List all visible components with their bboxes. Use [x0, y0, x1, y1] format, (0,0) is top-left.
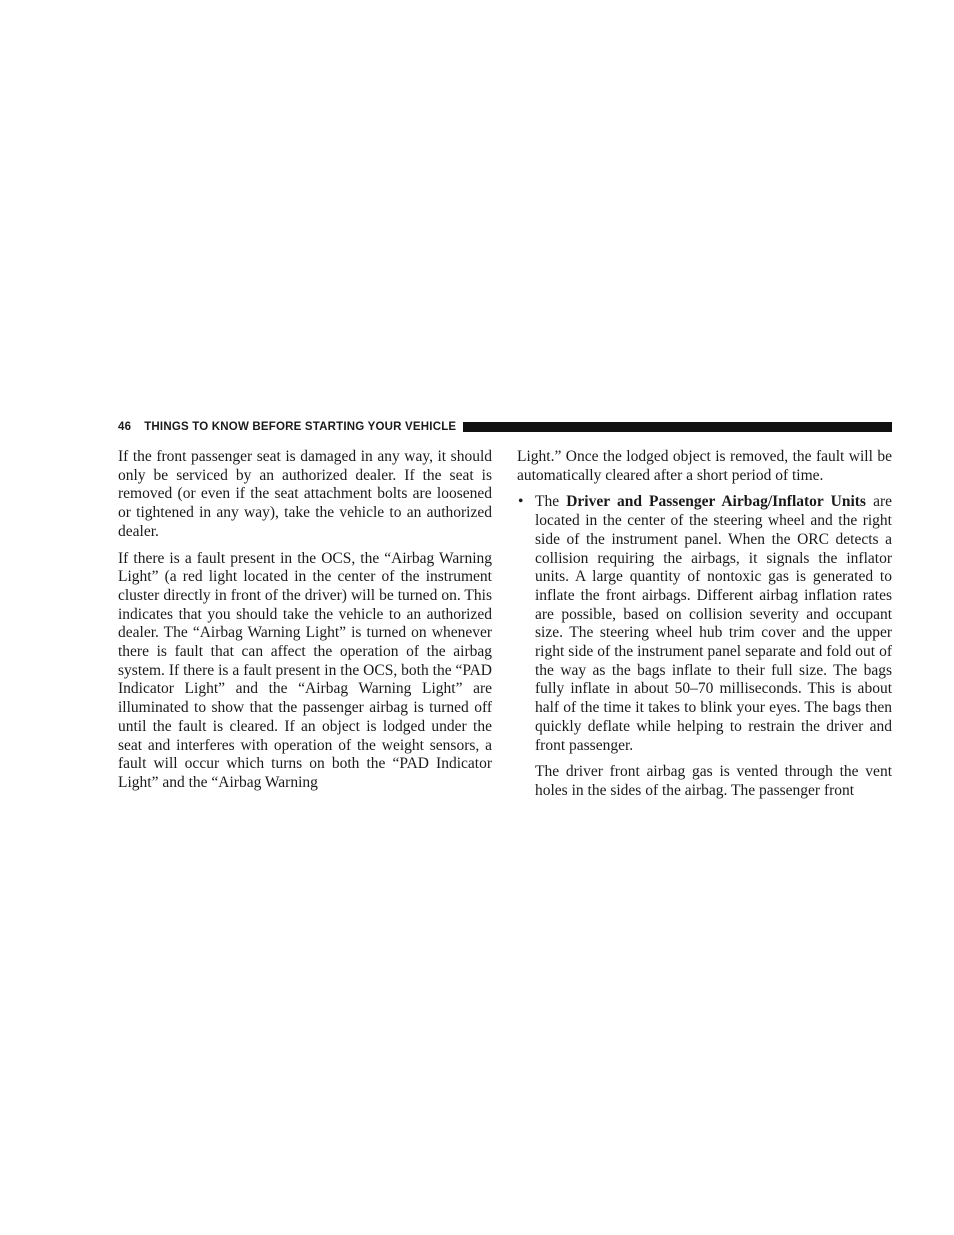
bullet-text: are located in the center of the steering wheel and the right side of the instrument panel. When the ORC detects a collision requiring the airbags, it signals the inflator units. A large quantity of nontoxic gas is generated to inflate the front airbags. Different airbag inflation rates are possible, based on collision severity and occupant size. The steering wheel hub trim cover and the upper right side of the instrument panel separate and fold out of the way as the bags inflate to their full size. The bags fully inflate in about 50–70 milliseconds. This is about half of the time it takes to blink your eyes. The bags then quickly deflate while helping to restrain the driver and front passenger.: [535, 493, 892, 754]
paragraph-vent-holes: The driver front airbag gas is vented through the vent holes in the sides of the airbag. The passenger front: [535, 763, 892, 799]
paragraph-seat-damage: If the front passenger seat is damaged in any way, it should only be serviced by an authorized dealer. If the seat is removed (or even if the seat attachment bolts are loosened or tightened in any way), take the vehicle to an authorized dealer.: [118, 448, 492, 540]
header-rule: [463, 422, 892, 432]
bullet-lead: The: [535, 493, 567, 511]
right-column: [517, 448, 892, 809]
bullet-airbag-inflator-units: [517, 493, 892, 755]
page-header: [118, 419, 892, 435]
section-title: THINGS TO KNOW BEFORE STARTING YOUR VEHICLE: [144, 421, 457, 433]
left-column: [118, 448, 492, 801]
paragraph-fault-cleared: Light.” Once the lodged object is removed, the fault will be automatically cleared after a short period of time.: [517, 448, 892, 484]
bullet-icon: •: [518, 493, 524, 511]
bullet-bold-term: Driver and Passenger Airbag/Inflator Units: [566, 493, 866, 511]
page-number: 46: [118, 421, 132, 433]
paragraph-ocs-fault: If there is a fault present in the OCS, the “Airbag Warning Light” (a red light located in the center of the instrument cluster directly in front of the driver) will be turned on. This indicates that you should take the vehicle to an authorized dealer. The “Airbag Warning Light” is turned on whenever there is fault that can affect the operation of the airbag system. If there is a fault present in the OCS, both the “PAD Indicator Light” and the “Airbag Warning Light” are illuminated to show that the passenger airbag is turned off until the fault is cleared. If an object is lodged under the seat and interferes with operation of the weight sensors, a fault will occur which turns on both the “PAD Indicator Light” and the “Airbag Warning: [118, 549, 492, 791]
